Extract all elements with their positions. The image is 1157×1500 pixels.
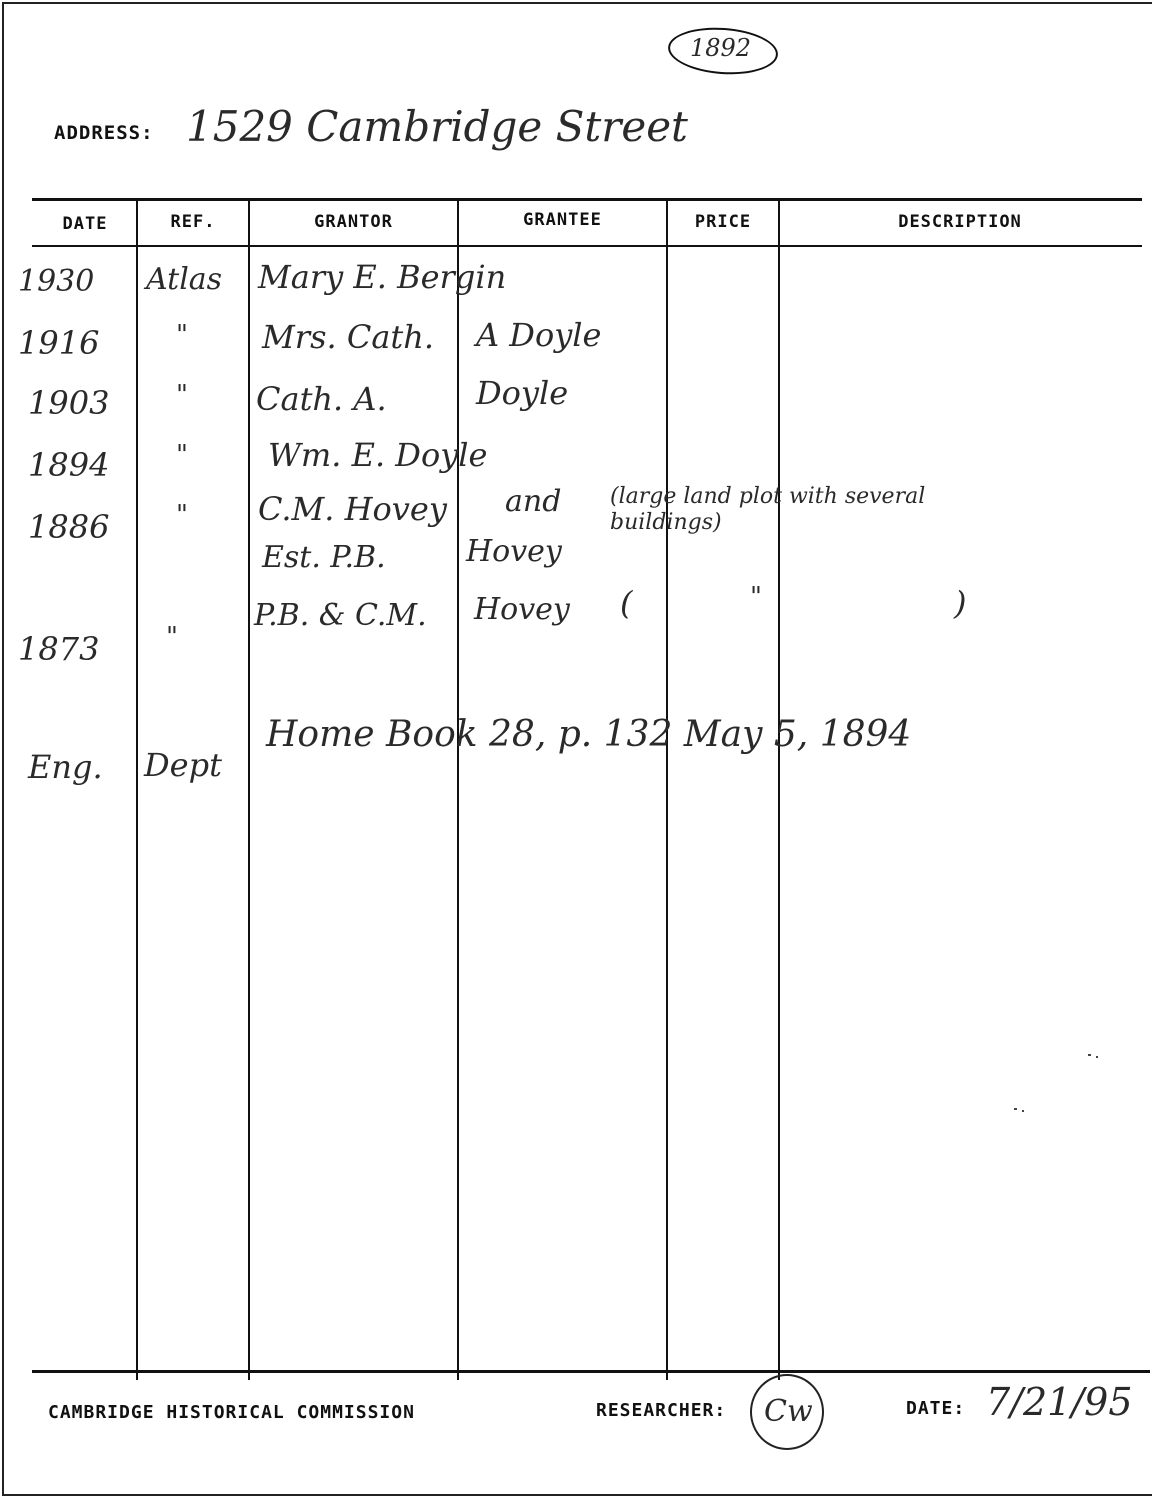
- row-1903-grantor: Cath. A.: [256, 380, 387, 418]
- row-1873-ref: ": [166, 622, 178, 652]
- footer-researcher-label: RESEARCHER:: [596, 1400, 727, 1421]
- table-header-rule: [32, 245, 1142, 247]
- header-grantor: GRANTOR: [314, 212, 393, 232]
- header-grantee: GRANTEE: [523, 210, 602, 230]
- page-border-bottom: [2, 1494, 1152, 1496]
- address-label: ADDRESS:: [54, 122, 154, 144]
- column-divider-grantor-grantee: [457, 200, 459, 1380]
- row-1886-date: 1886: [28, 508, 110, 546]
- scan-speck: [1014, 1108, 1017, 1110]
- row-1903-grantee: Doyle: [476, 374, 569, 412]
- row-1894-date: 1894: [28, 446, 110, 484]
- row-pb-cm-grantee: Hovey: [474, 592, 570, 627]
- row-1886-grantor: C.M. Hovey: [258, 490, 447, 528]
- row-1930-date: 1930: [18, 264, 95, 299]
- footer-org: CAMBRIDGE HISTORICAL COMMISSION: [48, 1402, 415, 1423]
- page-border-left: [2, 2, 4, 1496]
- address-value: 1529 Cambridge Street: [186, 102, 688, 151]
- row-pb-cm-grantor: P.B. & C.M.: [254, 598, 427, 633]
- row-1903-ref: ": [176, 380, 188, 410]
- row-1886-grantor-line2: Est. P.B.: [262, 540, 386, 575]
- scan-speck: [1096, 1056, 1098, 1058]
- footer-date-label: DATE:: [906, 1398, 966, 1419]
- row-1916-grantee: A Doyle: [476, 316, 602, 354]
- row-1886-grantee: and: [505, 484, 562, 519]
- column-divider-date-ref: [136, 200, 138, 1380]
- row-1930-ref: Atlas: [146, 262, 223, 297]
- row-pb-cm-description-close: ): [954, 584, 967, 622]
- row-1916-date: 1916: [18, 324, 100, 362]
- row-1894-grantor: Wm. E. Doyle: [268, 436, 488, 474]
- year-circled: 1892: [690, 34, 752, 62]
- note-eng: Eng.: [28, 748, 103, 786]
- column-divider-price-description: [778, 200, 780, 1380]
- row-1916-ref: ": [176, 320, 188, 350]
- note-home-book: Home Book 28, p. 132 May 5, 1894: [266, 714, 912, 755]
- row-1930-grantor: Mary E. Bergin: [258, 258, 507, 296]
- row-1886-description: (large land plot with several buildings): [610, 484, 926, 535]
- table-bottom-rule: [32, 1370, 1150, 1373]
- header-date: DATE: [62, 214, 108, 234]
- note-dept: Dept: [144, 746, 222, 784]
- column-divider-grantee-price: [666, 200, 668, 1380]
- header-description: DESCRIPTION: [898, 212, 1022, 232]
- row-1886-ref: ": [176, 500, 188, 530]
- row-pb-cm-description-ditto: ": [750, 582, 762, 612]
- scan-speck: [1022, 1110, 1024, 1112]
- row-pb-cm-description-open: (: [620, 584, 633, 622]
- column-divider-ref-grantor: [248, 200, 250, 1380]
- header-price: PRICE: [694, 212, 752, 232]
- row-1903-date: 1903: [28, 384, 110, 422]
- scan-speck: [1088, 1054, 1091, 1056]
- table-top-rule: [32, 198, 1142, 201]
- footer-date-value: 7/21/95: [986, 1380, 1133, 1424]
- row-1894-ref: ": [176, 440, 188, 470]
- header-ref: REF.: [170, 212, 216, 232]
- page-border-top: [2, 2, 1152, 4]
- row-1886-grantee-line2: Hovey: [466, 534, 562, 569]
- row-1873-date: 1873: [18, 630, 100, 668]
- row-1916-grantor: Mrs. Cath.: [262, 318, 435, 356]
- footer-researcher-initials: Cw: [764, 1394, 813, 1429]
